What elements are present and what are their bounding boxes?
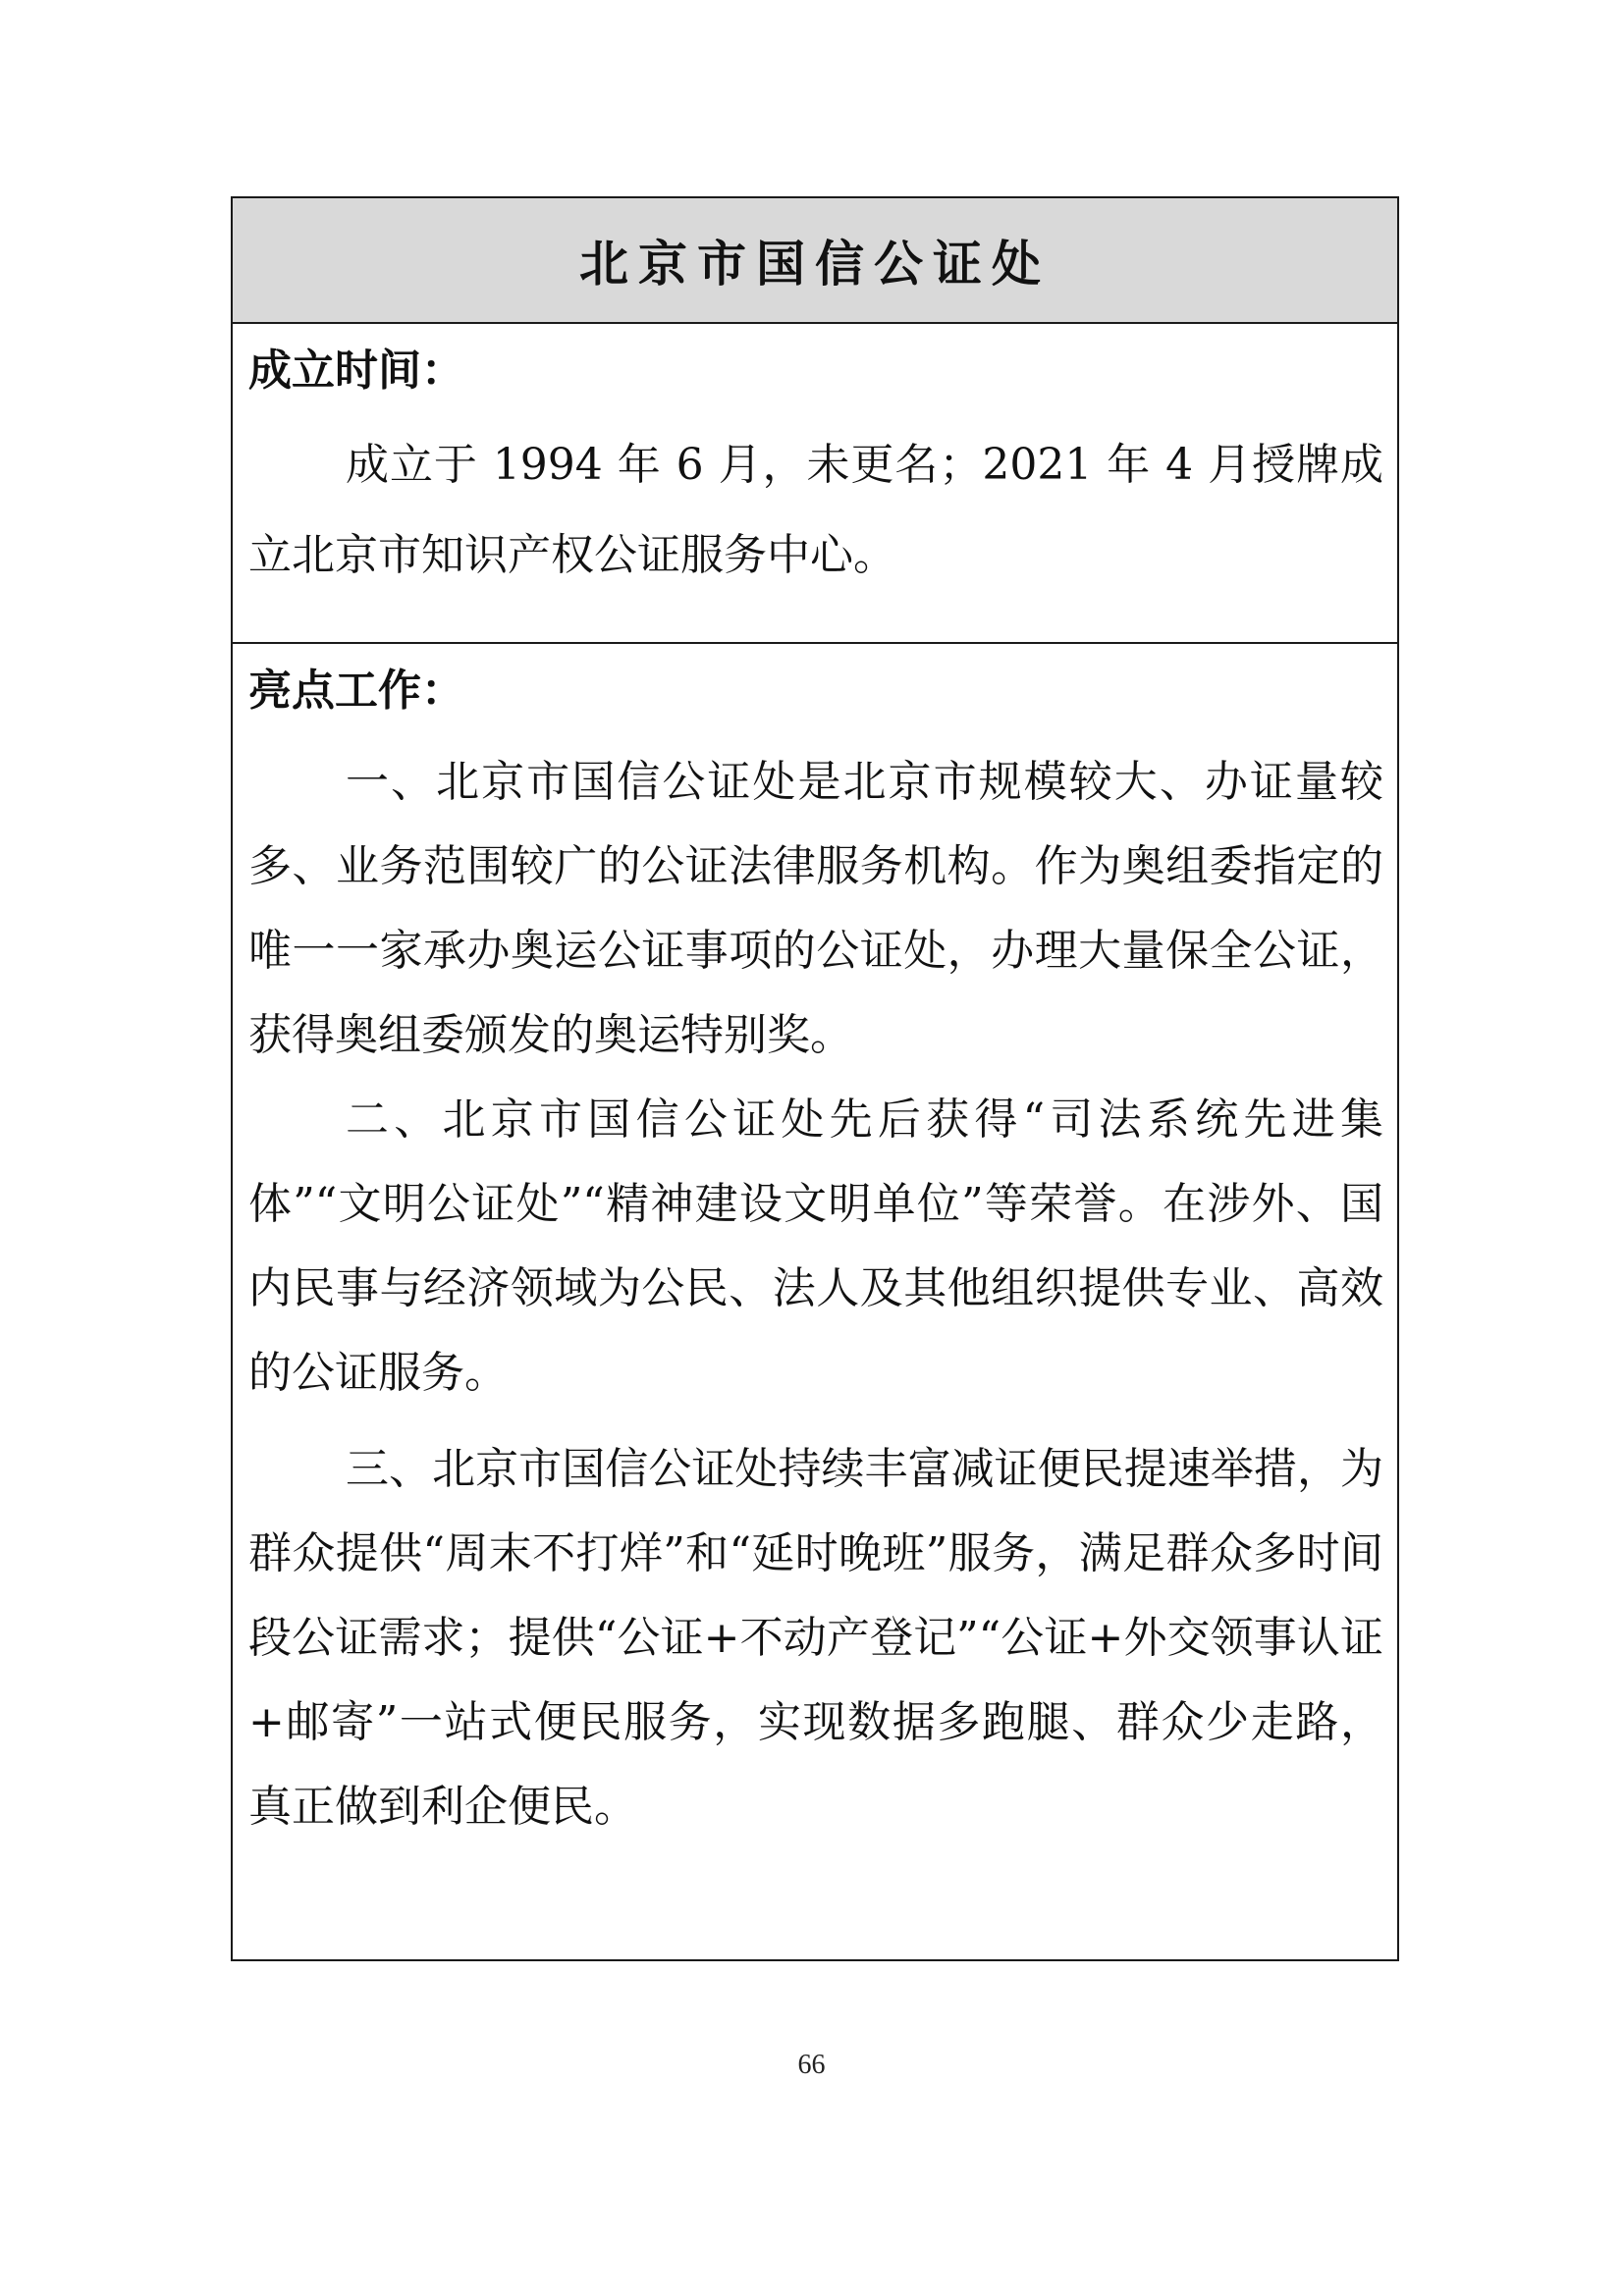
founding-section (233, 324, 1397, 644)
founding-paragraph: 成立于 1994 年 6 月，未更名；2021 年 4 月授牌成立北京市知识产权公证服务中心。 (248, 440, 1383, 580)
highlight-paragraph-2: 二、北京市国信公证处先后获得“司法系统先进集体”“文明公证处”“精神建设文明单位”等荣誉。在涉外、国内民事与经济领域为公民、法人及其他组织提供专业、高效的公证服务。 (248, 1095, 1383, 1398)
highlight-paragraph-3: 三、北京市国信公证处持续丰富减证便民提速举措，为群众提供“周末不打烊”和“延时晚班”服务，满足群众多时间段公证需求；提供“公证+不动产登记”“公证+外交领事认证+邮寄”一站式便民服务，实现数据多跑腿、群众少走路，真正做到利企便民。 (248, 1444, 1383, 1832)
page-number: 66 (797, 2050, 826, 2080)
highlights-section (233, 644, 1397, 1959)
highlight-paragraph-1: 一、北京市国信公证处是北京市规模较大、办证量较多、业务范围较广的公证法律服务机构。作为奥组委指定的唯一一家承办奥运公证事项的公证处，办理大量保全公证，获得奥组委颁发的奥运特别奖。 (248, 757, 1383, 1060)
info-table (231, 196, 1399, 1961)
founding-heading: 成立时间： (248, 346, 464, 396)
title-row (233, 198, 1397, 324)
page-title: 北京市国信公证处 (579, 236, 1051, 293)
highlights-heading: 亮点工作： (248, 666, 464, 716)
